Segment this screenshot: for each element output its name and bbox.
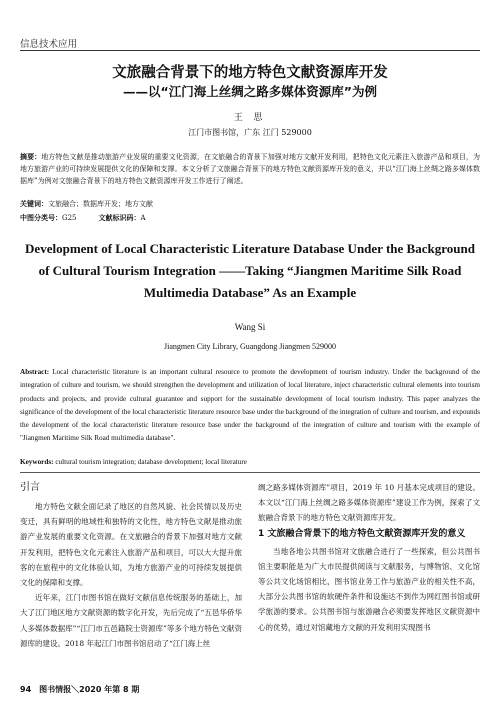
author-affiliation-zh: 江门市图书馆，广东 江门 529000 (188, 128, 312, 137)
clc-value: G25 (62, 214, 77, 222)
clc-label: 中图分类号： (20, 214, 62, 222)
keywords-zh (20, 199, 480, 210)
article-subtitle-zh: ——以“江门海上丝绸之路多媒体资源库”为例 (123, 84, 377, 99)
section-1-paragraph-1: 当地各地公共图书馆对文旅融合进行了一些探索，但公共图书馆主要职能是为广大市民提供阅读与文献服务，与博物馆、文化馆等公共文化场馆相比，图书馆业务工作与旅游产业的相关性不高，大部分公共图书馆的软硬件条件和设施达不到作为网红图书馆或研学旅游的要求。公共图书馆与旅游融合必须要发挥地区文献资源中心的优势，通过对馆藏地方文献的开发利用实现图书 (258, 546, 480, 632)
page-number: 94 (20, 685, 32, 694)
article-title-zh: 文旅融合背景下的地方特色文献资源库开发 (112, 65, 388, 81)
section-1-heading: 1 文旅融合背景下的地方特色文献资源库开发的意义 (258, 528, 466, 539)
header-divider (20, 50, 480, 51)
body-column-right (258, 480, 480, 635)
keywords-label-zh: 关键词： (20, 200, 48, 208)
doc-code-value: A (140, 214, 146, 222)
body-column-left (20, 481, 242, 651)
abstract-en (20, 366, 480, 446)
abstract-text-zh: 地方特色文献是推动旅游产业发展的重要文化资源，在文旅融合的背景下加强对地方文献开发利用，把特色文化元素注入旅游产品和项目，为地方旅游产业的可持续发展提供文化的保障和支撑。本文分析了文旅融合背景下的地方特色文献资源库开发的意义，并以“江门海上丝绸之路多媒体数据库”为例对文旅融合背景下的地方特色文献资源库开发工作进行了阐述。 (20, 153, 480, 185)
intro-heading: 引言 (20, 482, 40, 493)
page-footer (20, 684, 139, 695)
keywords-text-zh: 文旅融合；数据库开发；地方文献 (48, 200, 153, 208)
author-affiliation-en: Jiangmen City Library, Guangdong Jiangmen 529000 (164, 342, 336, 351)
body-divider (20, 472, 480, 473)
abstract-zh (20, 151, 480, 187)
abstract-label-zh: 摘要： (20, 153, 42, 161)
abstract-label-en: Abstract: (20, 368, 50, 376)
author-name-en: Wang Si (234, 322, 266, 332)
classification-line (20, 213, 480, 224)
intro-paragraph-2: 近年来，江门市图书馆在做好文献信息传统服务的基础上，加大了江门地区地方文献资源的数字化开发，先后完成了“五邑华侨华人多媒体数据库”“江门市五邑籍院士资源库”等多个地方特色文献资源库的建设。2018 年起江门市图书馆启动了“江门海上丝 (20, 593, 242, 648)
journal-section-label: 信息技术应用 (20, 39, 78, 50)
keywords-text-en: cultural tourism integration; database development; local literature (55, 458, 247, 466)
keywords-label-en: Keywords: (20, 458, 54, 466)
journal-issue: 图书情报＼2020 年第 8 期 (39, 685, 140, 694)
intro-paragraph-1: 地方特色文献全面记录了地区的自然风貌、社会民情以及历史变迁，具有鲜明的地域性和独特的文化性，地方特色文献是推动旅游产业发展的重要文化资源。在文旅融合的背景下加强对地方文献开发利用，把特色文化元素注入旅游产品和项目，可以大大提升旅客的在旅程中的文化体验认知，为地方旅游产业的可持续发展提供文化的保障和支撑。 (20, 502, 242, 588)
doc-code-label: 文献标识码： (98, 214, 141, 222)
intro-paragraph-2-cont: 绸之路多媒体资源库”项目，2019 年 10 月基本完成项目的建设。本文以“江门海上丝绸之路多媒体资源库”建设工作为例，探索了文旅融合背景下的地方特色文献资源库开发。 (258, 483, 480, 523)
abstract-text-en: Local characteristic literature is an important cultural resource to promote the development of tourism industry. Under the background of the integration of culture and tourism, we should strengthen the development and utilization of local literature, inject characteristic cultural elements into tourism products and projects, and provide cultural guarantee and support for the sustainable development of local tourism industry. This paper analyzes the significance of the development of the local characteristic literature resource base under the background of the integration of culture and tourism, and expounds the development of the local characteristic literature resource base under the background of the integration of culture and tourism with the example of "Jiangmen Maritime Silk Road multimedia database". (20, 368, 481, 443)
article-title-en: Development of Local Characteristic Literature Database Under the Background of Cultural Tourism Integration ——Taking “Jiangmen Maritime Silk Road Multimedia Database” As an Example (25, 241, 475, 300)
keywords-en (20, 457, 480, 468)
author-name-zh: 王 思 (233, 113, 267, 123)
